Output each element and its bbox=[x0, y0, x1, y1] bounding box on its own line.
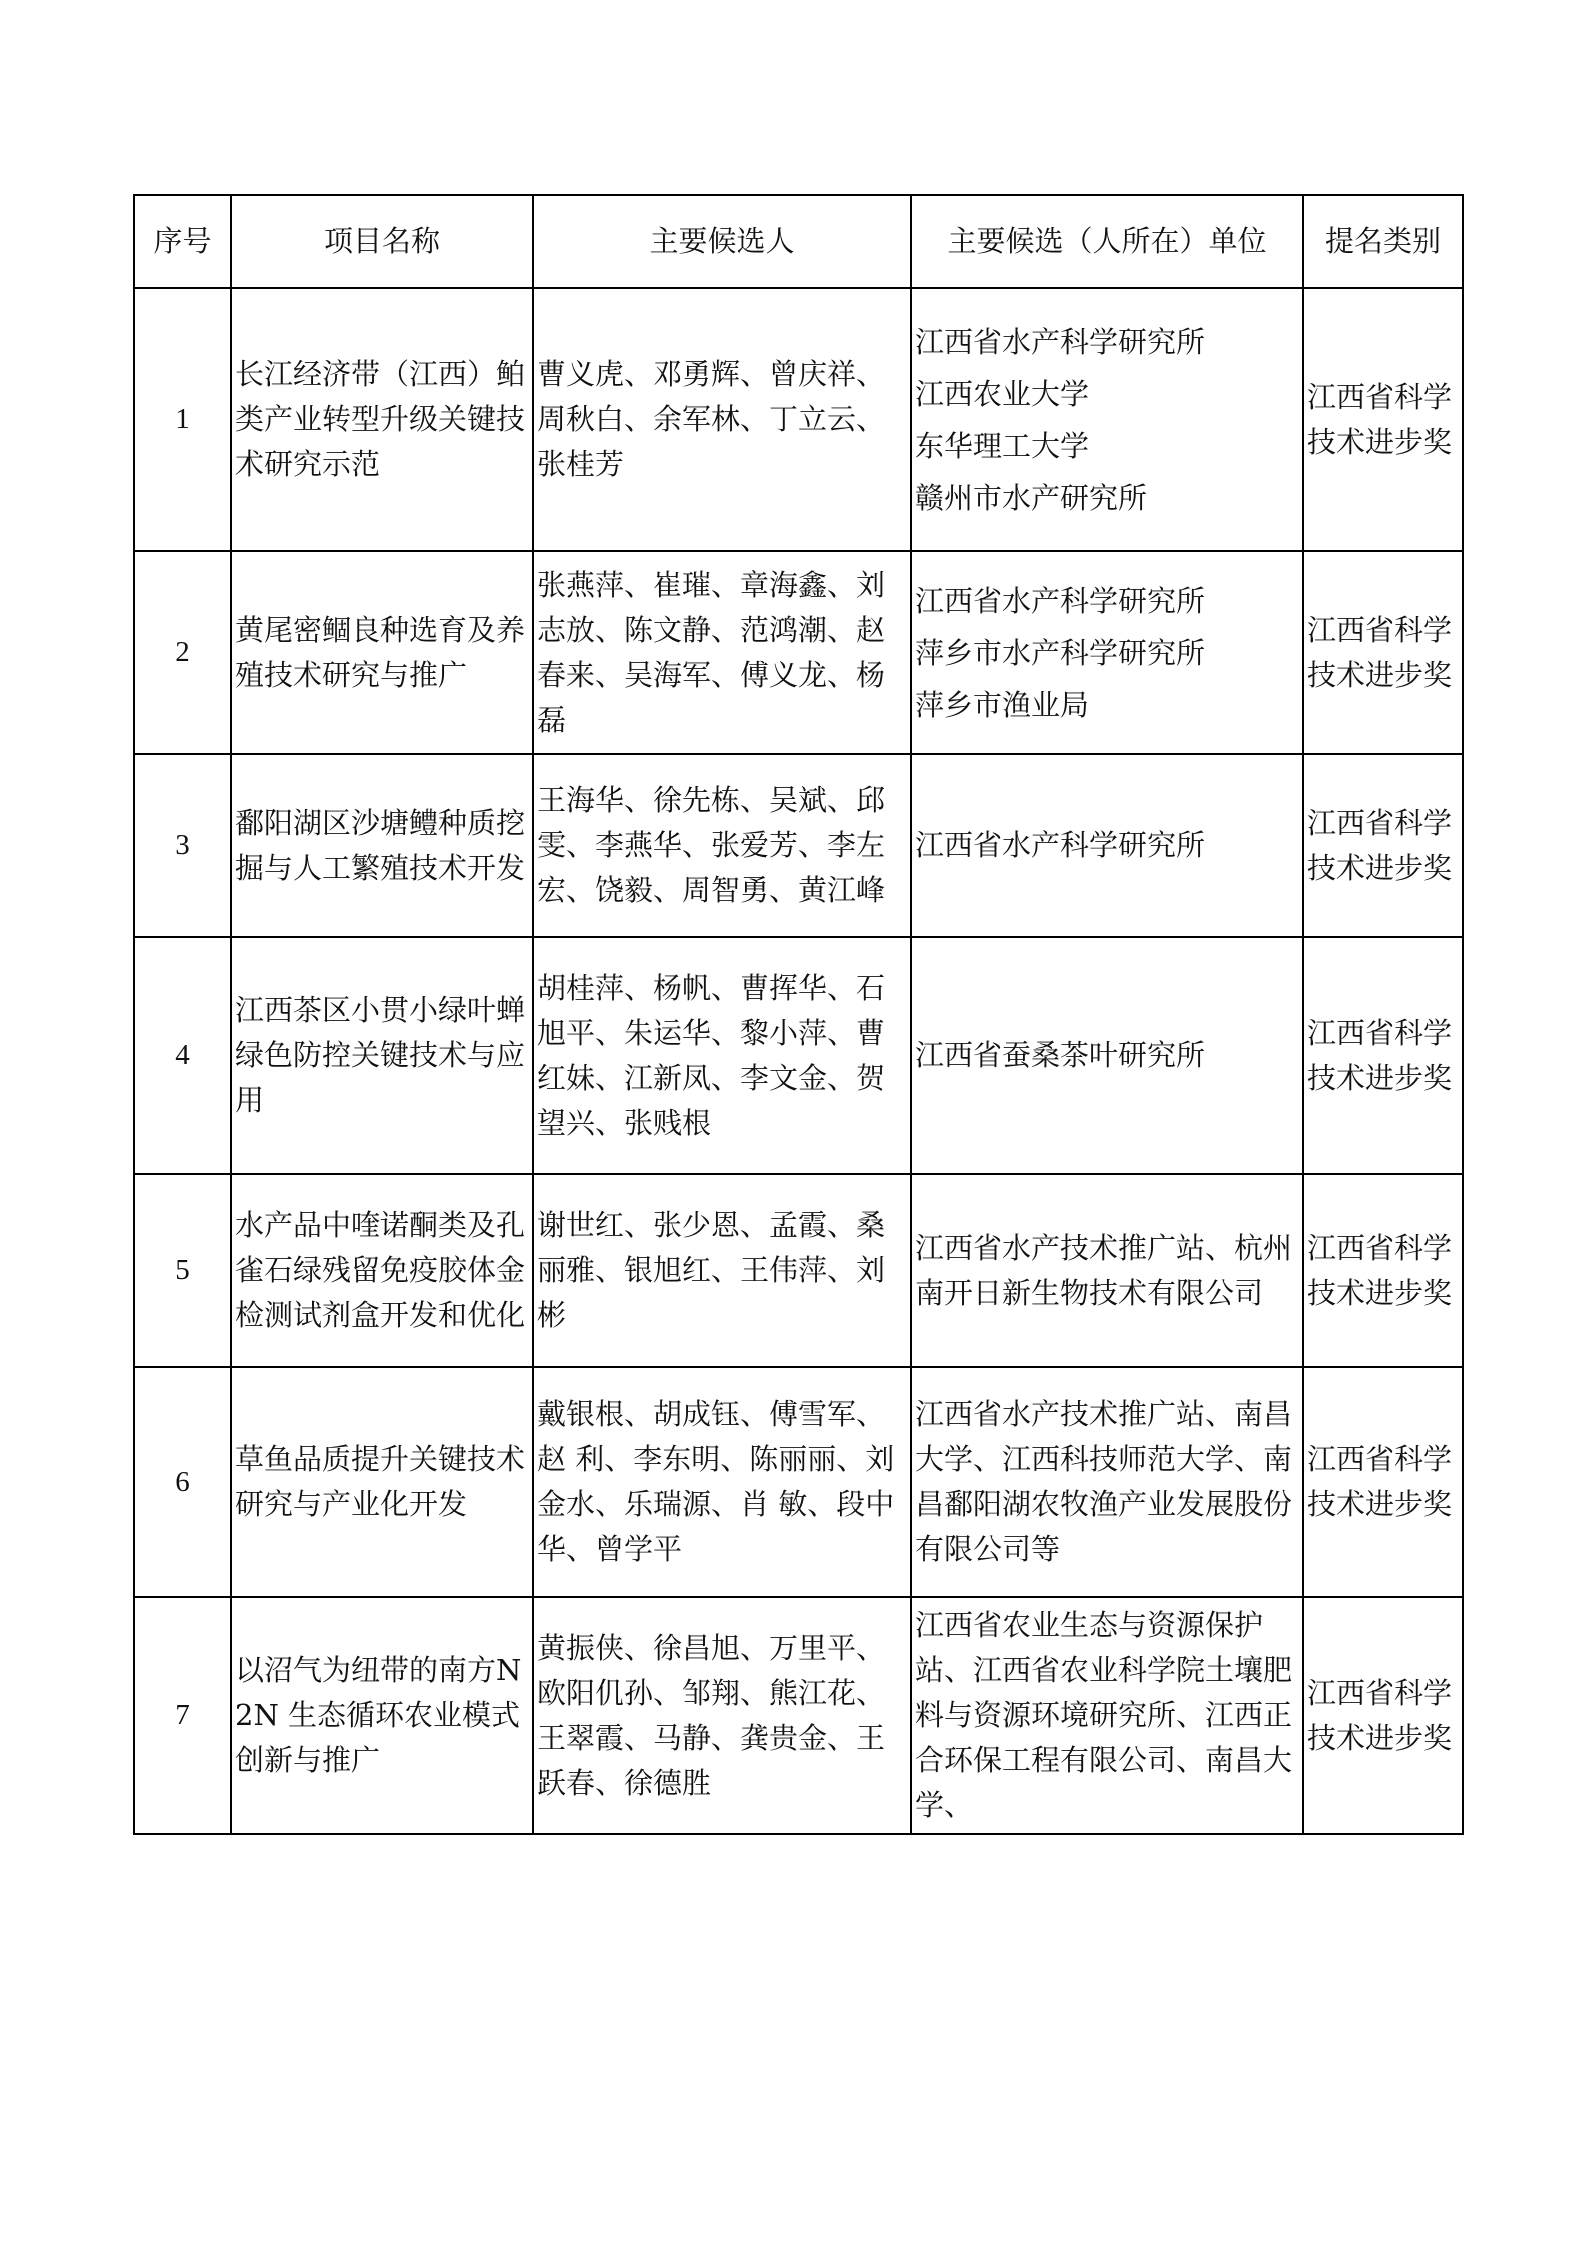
row-category: 江西省科学技术进步奖 bbox=[1303, 288, 1463, 551]
table-row bbox=[134, 754, 1463, 937]
header-category: 提名类别 bbox=[1303, 195, 1463, 288]
header-no: 序号 bbox=[134, 195, 231, 288]
row-project-name: 江西茶区小贯小绿叶蝉绿色防控关键技术与应用 bbox=[231, 937, 533, 1174]
table-row bbox=[134, 288, 1463, 551]
row-units bbox=[911, 1597, 1303, 1834]
row-candidates: 胡桂萍、杨帆、曹挥华、石旭平、朱运华、黎小萍、曹红妹、江新凤、李文金、贺望兴、张贱根 bbox=[533, 937, 911, 1174]
table-row bbox=[134, 1597, 1463, 1834]
row-no: 3 bbox=[134, 754, 231, 937]
table-row bbox=[134, 937, 1463, 1174]
unit-line: 赣州市水产研究所 bbox=[915, 480, 1148, 515]
row-no: 6 bbox=[134, 1367, 231, 1597]
row-category: 江西省科学技术进步奖 bbox=[1303, 551, 1463, 754]
row-project-name: 黄尾密鲴良种选育及养殖技术研究与推广 bbox=[231, 551, 533, 754]
row-no: 5 bbox=[134, 1174, 231, 1367]
row-category: 江西省科学技术进步奖 bbox=[1303, 1174, 1463, 1367]
table-row bbox=[134, 1174, 1463, 1367]
row-candidates: 张燕萍、崔璀、章海鑫、刘志放、陈文静、范鸿潮、赵春来、吴海军、傅义龙、杨磊 bbox=[533, 551, 911, 754]
unit-line: 江西省水产科学研究所 bbox=[915, 583, 1206, 618]
row-project-name: 以沼气为纽带的南方N2N 生态循环农业模式创新与推广 bbox=[231, 1597, 533, 1834]
unit-line: 江西省水产科学研究所 bbox=[915, 324, 1206, 359]
row-category: 江西省科学技术进步奖 bbox=[1303, 1367, 1463, 1597]
row-units bbox=[911, 288, 1303, 551]
row-units bbox=[911, 937, 1303, 1174]
unit-line: 江西省水产技术推广站、杭州南开日新生物技术有限公司 bbox=[915, 1230, 1293, 1310]
unit-line: 萍乡市渔业局 bbox=[915, 687, 1090, 722]
unit-line: 江西省农业生态与资源保护站、江西省农业科学院土壤肥料与资源环境研究所、江西正合环保工程有限公司、南昌大学、 bbox=[915, 1608, 1293, 1822]
row-no: 2 bbox=[134, 551, 231, 754]
row-project-name: 长江经济带（江西）鲌类产业转型升级关键技术研究示范 bbox=[231, 288, 533, 551]
unit-line: 江西省水产技术推广站、南昌大学、江西科技师范大学、南昌鄱阳湖农牧渔产业发展股份有限公司等 bbox=[915, 1397, 1293, 1566]
row-units bbox=[911, 1174, 1303, 1367]
row-units bbox=[911, 551, 1303, 754]
row-candidates: 曹义虎、邓勇辉、曾庆祥、周秋白、余军林、丁立云、张桂芳 bbox=[533, 288, 911, 551]
award-nomination-table bbox=[133, 194, 1464, 1835]
row-project-name: 草鱼品质提升关键技术研究与产业化开发 bbox=[231, 1367, 533, 1597]
row-units bbox=[911, 754, 1303, 937]
header-row bbox=[134, 195, 1463, 288]
row-candidates: 戴银根、胡成钰、傅雪军、赵 利、李东明、陈丽丽、刘金水、乐瑞源、肖 敏、段中华、曾学平 bbox=[533, 1367, 911, 1597]
row-no: 1 bbox=[134, 288, 231, 551]
header-candidates: 主要候选人 bbox=[533, 195, 911, 288]
row-category: 江西省科学技术进步奖 bbox=[1303, 937, 1463, 1174]
row-category: 江西省科学技术进步奖 bbox=[1303, 754, 1463, 937]
row-project-name: 水产品中喹诺酮类及孔雀石绿残留免疫胶体金检测试剂盒开发和优化 bbox=[231, 1174, 533, 1367]
unit-line: 江西省水产科学研究所 bbox=[915, 828, 1206, 862]
row-candidates: 谢世红、张少恩、孟霞、桑丽雅、银旭红、王伟萍、刘彬 bbox=[533, 1174, 911, 1367]
header-units: 主要候选（人所在）单位 bbox=[911, 195, 1303, 288]
row-project-name: 鄱阳湖区沙塘鳢种质挖掘与人工繁殖技术开发 bbox=[231, 754, 533, 937]
table-row bbox=[134, 1367, 1463, 1597]
row-no: 4 bbox=[134, 937, 231, 1174]
unit-line: 江西农业大学 bbox=[915, 376, 1090, 411]
row-candidates: 黄振侠、徐昌旭、万里平、欧阳仉孙、邹翔、熊江花、王翠霞、马静、龚贵金、王跃春、徐德胜 bbox=[533, 1597, 911, 1834]
row-candidates: 王海华、徐先栋、吴斌、邱雯、李燕华、张爱芳、李左宏、饶毅、周智勇、黄江峰 bbox=[533, 754, 911, 937]
unit-line: 萍乡市水产科学研究所 bbox=[915, 635, 1206, 670]
row-no: 7 bbox=[134, 1597, 231, 1834]
table-row bbox=[134, 551, 1463, 754]
unit-line: 江西省蚕桑茶叶研究所 bbox=[915, 1038, 1206, 1072]
header-project-name: 项目名称 bbox=[231, 195, 533, 288]
row-category: 江西省科学技术进步奖 bbox=[1303, 1597, 1463, 1834]
row-units bbox=[911, 1367, 1303, 1597]
unit-line: 东华理工大学 bbox=[915, 428, 1090, 463]
